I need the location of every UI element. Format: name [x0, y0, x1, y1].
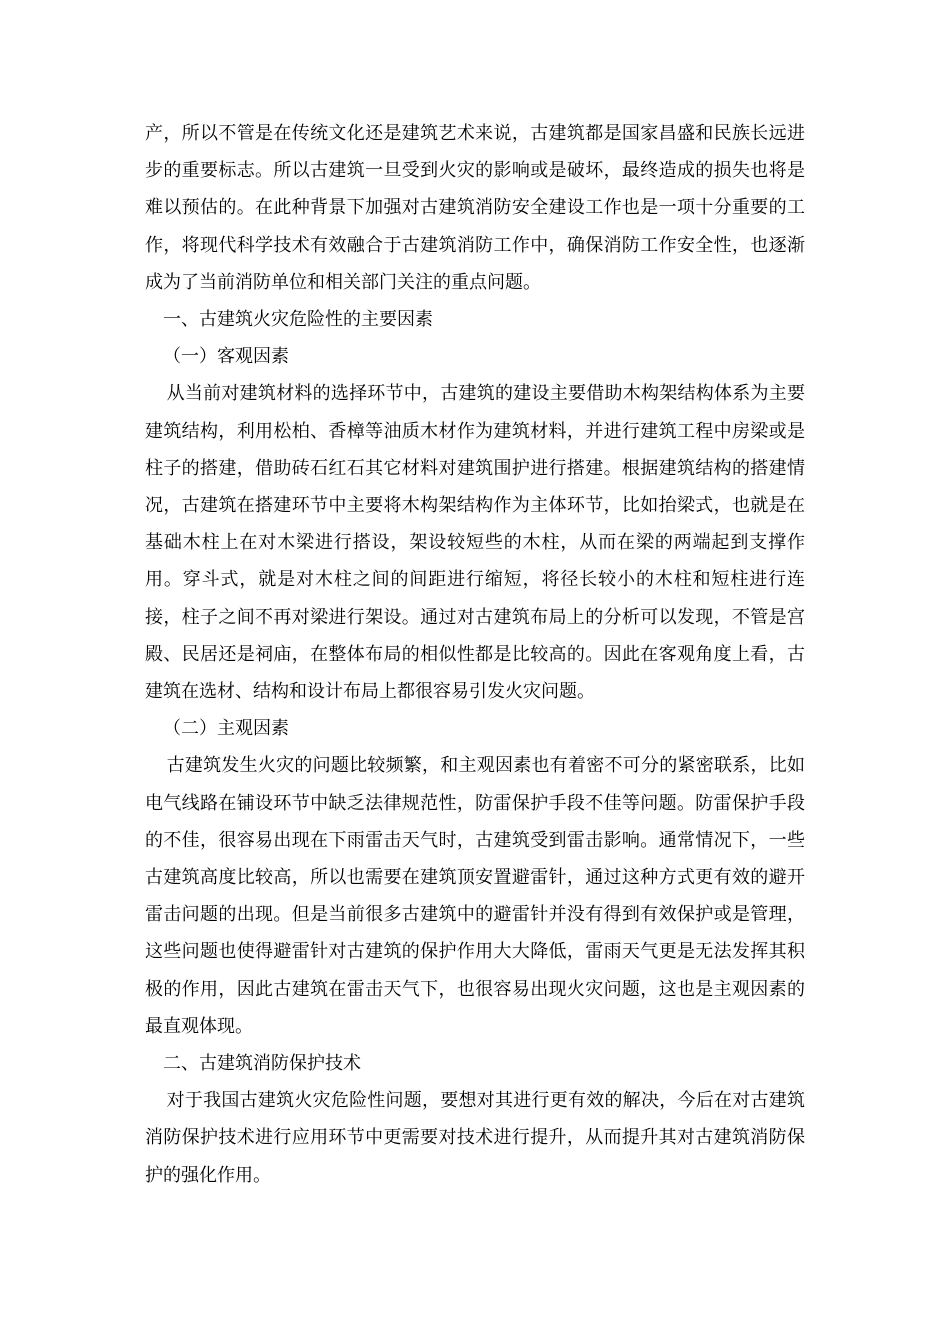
document-body [145, 115, 805, 1194]
paragraph-protection-technology: 对于我国古建筑火灾危险性问题，要想对其进行更有效的解决，今后在对古建筑消防保护技术进行应用环节中更需要对技术进行提升，从而提升其对古建筑消防保护的强化作用。 [145, 1090, 805, 1186]
subsection-heading-objective: （一）客观因素 [163, 346, 289, 368]
section-heading-2: 二、古建筑消防保护技术 [163, 1053, 361, 1075]
paragraph-subjective-factors: 古建筑发生火灾的问题比较频繁，和主观因素也有着密不可分的紧密联系，比如电气线路在铺设环节中缺乏法律规范性，防雷保护手段不佳等问题。防雷保护手段的不佳，很容易出现在下雨雷击天气时，古建筑受到雷击影响。通常情况下，一些古建筑高度比较高，所以也需要在建筑顶安置避雷针，通过这种方式更有效的避开雷击问题的出现。但是当前很多古建筑中的避雷针并没有得到有效保护或是管理，这些问题也使得避雷针对古建筑的保护作用大大降低，雷雨天气更是无法发挥其积极的作用，因此古建筑在雷击天气下，也很容易出现火灾问题，这也是主观因素的最直观体现。 [145, 755, 805, 1037]
subsection-heading-subjective: （二）主观因素 [163, 718, 289, 740]
paragraph-intro-continuation: 产，所以不管是在传统文化还是建筑艺术来说，古建筑都是国家昌盛和民族长远进步的重要标志。所以古建筑一旦受到火灾的影响或是破坏，最终造成的损失也将是难以预估的。在此种背景下加强对古建筑消防安全建设工作也是一项十分重要的工作，将现代科学技术有效融合于古建筑消防工作中，确保消防工作安全性，也逐渐成为了当前消防单位和相关部门关注的重点问题。 [145, 123, 805, 293]
paragraph-objective-factors: 从当前对建筑材料的选择环节中，古建筑的建设主要借助木构架结构体系为主要建筑结构，利用松柏、香樟等油质木材作为建筑材料，并进行建筑工程中房梁或是柱子的搭建，借助砖石红石其它材料对建筑围护进行搭建。根据建筑结构的搭建情况，古建筑在搭建环节中主要将木构架结构作为主体环节，比如抬梁式，也就是在基础木柱上在对木梁进行搭设，架设较短些的木柱，从而在梁的两端起到支撑作用。穿斗式，就是对木柱之间的间距进行缩短，将径长较小的木柱和短柱进行连接，柱子之间不再对梁进行架设。通过对古建筑布局上的分析可以发现，不管是宫殿、民居还是祠庙，在整体布局的相似性都是比较高的。因此在客观角度上看，古建筑在选材、结构和设计布局上都很容易引发火灾问题。 [145, 383, 805, 703]
section-heading-1: 一、古建筑火灾危险性的主要因素 [163, 309, 433, 331]
